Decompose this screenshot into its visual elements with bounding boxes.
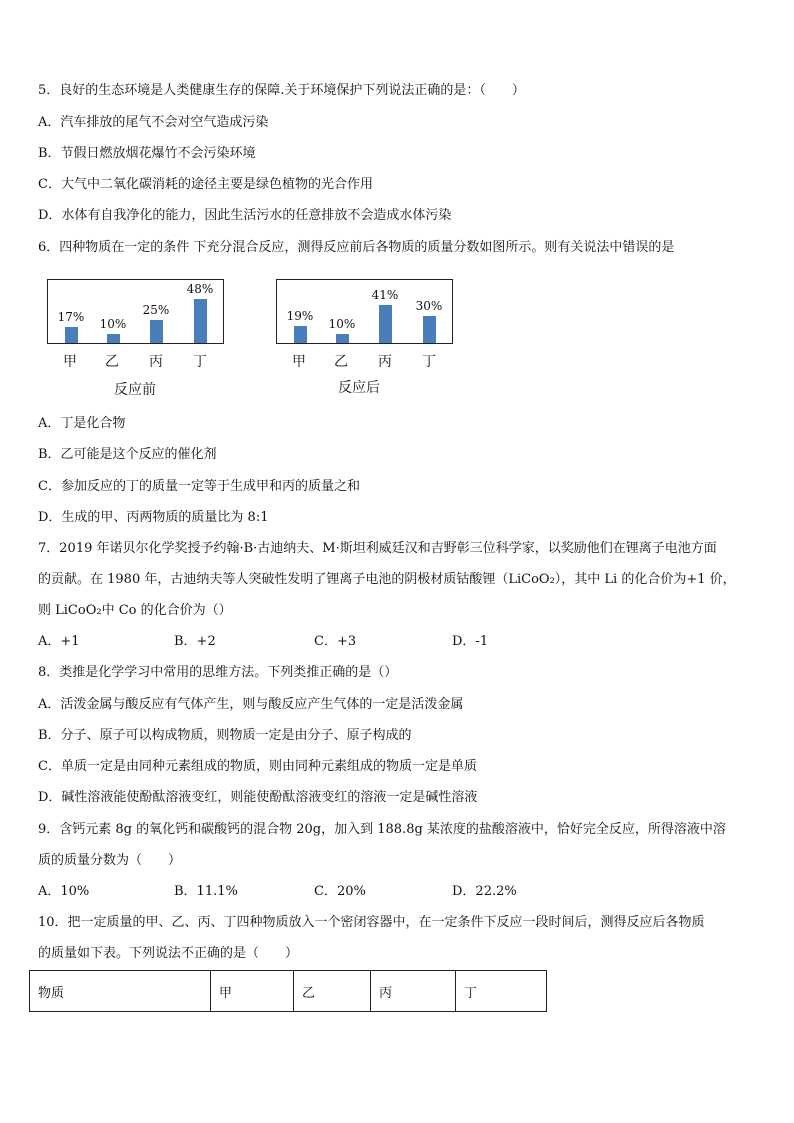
q5-option-d: D．水体有自我净化的能力，因此生活污水的任意排放不会造成水体污染	[38, 208, 452, 223]
q9-option-c: C．20%	[314, 884, 366, 899]
bar-乙	[107, 334, 120, 343]
data-label: 10%	[328, 317, 356, 331]
table-header-cell: 物质	[30, 971, 211, 1012]
q10-line-1: 10．把一定质量的甲、乙、丙、丁四种物质放入一个密闭容器中，在一定条件下反应一段时间后，测得反应后各物质	[38, 915, 705, 930]
table-header-cell: 乙	[294, 971, 371, 1012]
bar-乙	[336, 334, 349, 343]
category-label: 丙	[149, 354, 163, 370]
q8-option-b: B．分子、原子可以构成物质，则物质一定是由分子、原子构成的	[38, 728, 412, 743]
mass-table	[29, 970, 547, 1012]
table-row	[30, 971, 547, 1012]
bar-chart-before	[47, 279, 224, 344]
bar-丙	[150, 320, 163, 343]
category-label: 丙	[378, 354, 392, 370]
q8-option-d: D．碱性溶液能使酚酞溶液变红，则能使酚酞溶液变红的溶液一定是碱性溶液	[38, 790, 478, 805]
data-label: 30%	[415, 299, 443, 313]
q7-option-b: B．+2	[174, 634, 216, 649]
table-header-cell: 丁	[456, 971, 547, 1012]
q7-line-2: 的贡献。在 1980 年，古迪纳夫等人突破性发明了锂离子电池的阴极材质钴酸锂（LiCoO₂），其中 Li 的化合价为+1 价，	[38, 572, 736, 587]
category-label: 乙	[334, 354, 348, 370]
data-label: 17%	[57, 310, 85, 324]
q7-option-a: A．+1	[38, 634, 80, 649]
q6-option-b: B．乙可能是这个反应的催化剂	[38, 447, 217, 462]
q7-option-d: D．-1	[452, 634, 489, 649]
q9-option-d: D．22.2%	[452, 884, 517, 899]
q6-option-d: D．生成的甲、丙两物质的质量比为 8:1	[38, 510, 269, 525]
q8-stem: 8．类推是化学学习中常用的思维方法。下列类推正确的是（）	[38, 665, 398, 680]
category-label: 乙	[105, 354, 119, 370]
data-label: 10%	[99, 317, 127, 331]
q9-option-b: B．11.1%	[174, 884, 238, 899]
data-label: 25%	[142, 303, 170, 317]
category-label: 丁	[422, 354, 436, 370]
category-label: 甲	[63, 354, 77, 370]
category-label: 甲	[292, 354, 306, 370]
q7-option-c: C．+3	[314, 634, 357, 649]
q9-line-1: 9．含钙元素 8g 的氧化钙和碳酸钙的混合物 20g，加入到 188.8g 某浓度的盐酸溶液中，恰好完全反应，所得溶液中溶	[38, 822, 726, 837]
category-label: 丁	[193, 354, 207, 370]
q10-line-2: 的质量如下表。下列说法不正确的是（ ）	[38, 946, 299, 961]
q8-option-c: C．单质一定是由同种元素组成的物质，则由同种元素组成的物质一定是单质	[38, 759, 477, 774]
q9-line-2: 质的质量分数为（ ）	[38, 853, 182, 868]
chart-title-after: 反应后	[338, 380, 380, 396]
table-header-cell: 甲	[211, 971, 294, 1012]
chart-title-before: 反应前	[114, 382, 156, 398]
data-label: 48%	[186, 282, 214, 296]
table-header-cell: 丙	[371, 971, 456, 1012]
q6-stem: 6．四种物质在一定的条件 下充分混合反应，测得反应前后各物质的质量分数如图所示。则有关说法中错误的是	[38, 240, 675, 255]
data-label: 19%	[286, 309, 314, 323]
bar-丁	[423, 316, 436, 343]
q6-option-a: A．丁是化合物	[38, 416, 126, 431]
bar-丙	[379, 305, 392, 343]
data-label: 41%	[371, 288, 399, 302]
q8-option-a: A．活泼金属与酸反应有气体产生，则与酸反应产生气体的一定是活泼金属	[38, 697, 464, 712]
q7-line-1: 7．2019 年诺贝尔化学奖授予约翰·B·古迪纳夫、M·斯坦利威廷汉和吉野彰三位科学家，以奖励他们在锂离子电池方面	[38, 541, 717, 556]
q5-option-a: A．汽车排放的尾气不会对空气造成污染	[38, 115, 269, 130]
q5-stem: 5．良好的生态环境是人类健康生存的保障.关于环境保护下列说法正确的是：（ ）	[38, 83, 525, 98]
q5-option-b: B．节假日燃放烟花爆竹不会污染环境	[38, 146, 256, 161]
q9-option-a: A．10%	[38, 884, 90, 899]
bar-chart-after	[276, 279, 453, 344]
q6-option-c: C．参加反应的丁的质量一定等于生成甲和丙的质量之和	[38, 479, 360, 494]
bar-甲	[65, 327, 78, 343]
q5-option-c: C．大气中二氧化碳消耗的途径主要是绿色植物的光合作用	[38, 177, 373, 192]
bar-甲	[294, 326, 307, 343]
bar-丁	[194, 299, 207, 343]
q7-line-3: 则 LiCoO₂中 Co 的化合价为（）	[38, 603, 232, 618]
